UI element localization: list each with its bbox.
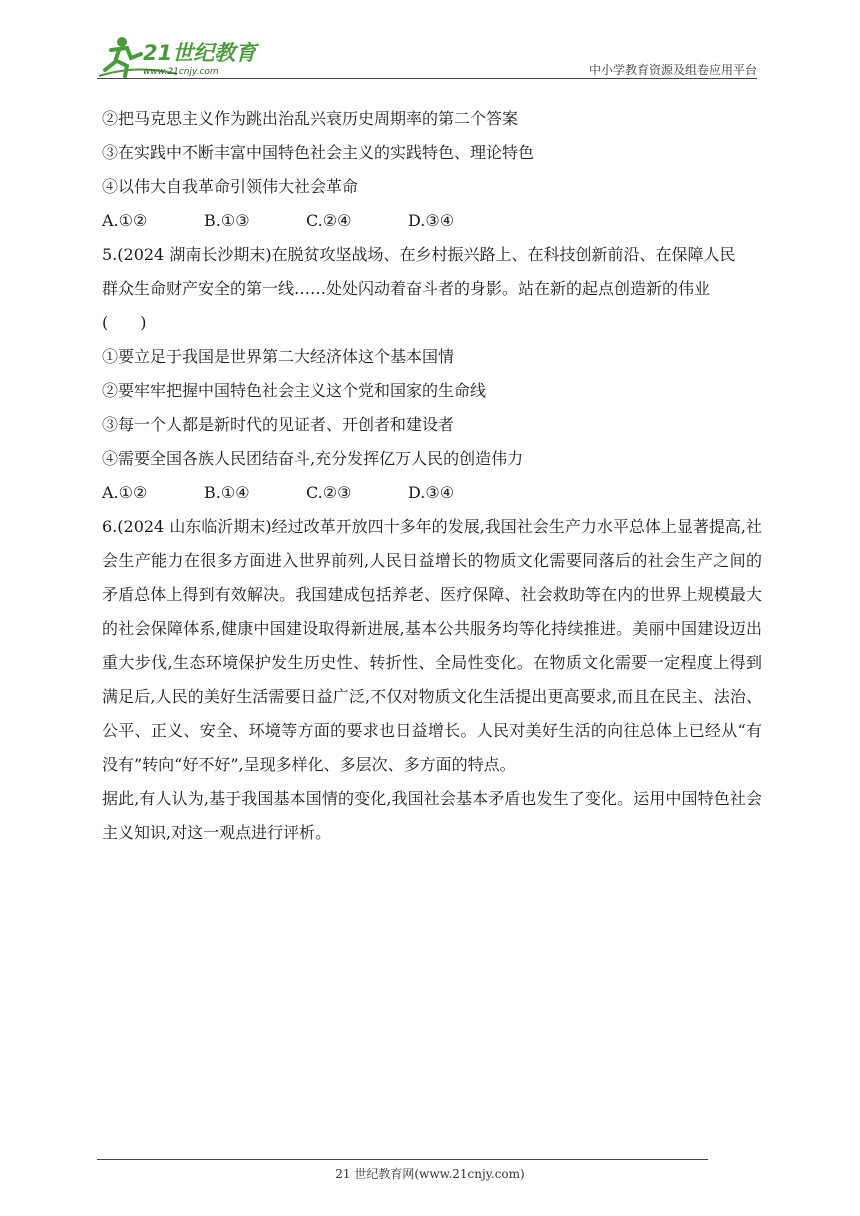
q5-options xyxy=(102,476,762,510)
page-header xyxy=(97,34,757,80)
q5-stem-line1: 5.(2024 湖南长沙期末)在脱贫攻坚战场、在乡村振兴路上、在科技创新前沿、在保障人民 xyxy=(102,245,736,264)
q4-item-2: ②把马克思主义作为跳出治乱兴衰历史周期率的第二个答案 xyxy=(102,109,519,128)
logo-text: 21世纪教育 xyxy=(143,41,257,65)
q5-item-4: ④需要全国各族人民团结奋斗,充分发挥亿万人民的创造伟力 xyxy=(102,449,524,468)
logo xyxy=(97,34,267,80)
q6-question: 据此,有人认为,基于我国基本国情的变化,我国社会基本矛盾也发生了变化。运用中国特色社会主义知识,对这一观点进行评析。 xyxy=(102,789,762,842)
q5-answer-blank: ( ) xyxy=(102,313,147,332)
q5-option-b: B.①④ xyxy=(204,483,250,502)
logo-url: www.21cnjy.com xyxy=(143,67,219,77)
q5-item-2: ②要牢牢把握中国特色社会主义这个党和国家的生命线 xyxy=(102,381,487,400)
q4-option-b: B.①③ xyxy=(204,211,250,230)
q4-option-a: A.①② xyxy=(102,211,148,230)
q5-option-a: A.①② xyxy=(102,483,148,502)
page-content xyxy=(102,102,762,850)
footer-text: 21 世纪教育网(www.21cnjy.com) xyxy=(335,1167,525,1181)
q5-option-c: C.②③ xyxy=(306,483,352,502)
header-divider xyxy=(97,78,757,79)
q4-item-4: ④以伟大自我革命引领伟大社会革命 xyxy=(102,177,359,196)
footer-divider xyxy=(97,1159,708,1160)
platform-name: 中小学教育资源及组卷应用平台 xyxy=(588,63,757,77)
q4-options xyxy=(102,204,762,238)
q5-item-3: ③每一个人都是新时代的见证者、开创者和建设者 xyxy=(102,415,455,434)
q4-option-c: C.②④ xyxy=(306,211,352,230)
q5-stem-line2: 群众生命财产安全的第一线……处处闪动着奋斗者的身影。站在新的起点创造新的伟业 xyxy=(102,279,711,298)
q4-option-d: D.③④ xyxy=(408,211,455,230)
q6-material: 6.(2024 山东临沂期末)经过改革开放四十多年的发展,我国社会生产力水平总体上显著提高,社会生产能力在很多方面进入世界前列,人民日益增长的物质文化需要同落后的社会生产之间的矛盾总体上得到有效解决。我国建成包括养老、医疗保障、社会救助等在内的世界上规模最大的社会保障体系,健康中国建设取得新进展,基本公共服务均等化持续推进。美丽中国建设迈出重大步伐,生态环境保护发生历史性、转折性、全局性变化。在物质文化需要一定程度上得到满足后,人民的美好生活需要日益广泛,不仅对物质文化生活提出更高要求,而且在民主、法治、公平、正义、安全、环境等方面的要求也日益增长。人民对美好生活的向往总体上已经从“有没有”转向“好不好”,呈现多样化、多层次、多方面的特点。 xyxy=(102,517,762,774)
q4-item-3: ③在实践中不断丰富中国特色社会主义的实践特色、理论特色 xyxy=(102,143,535,162)
q5-option-d: D.③④ xyxy=(408,483,455,502)
q5-item-1: ①要立足于我国是世界第二大经济体这个基本国情 xyxy=(102,347,455,366)
